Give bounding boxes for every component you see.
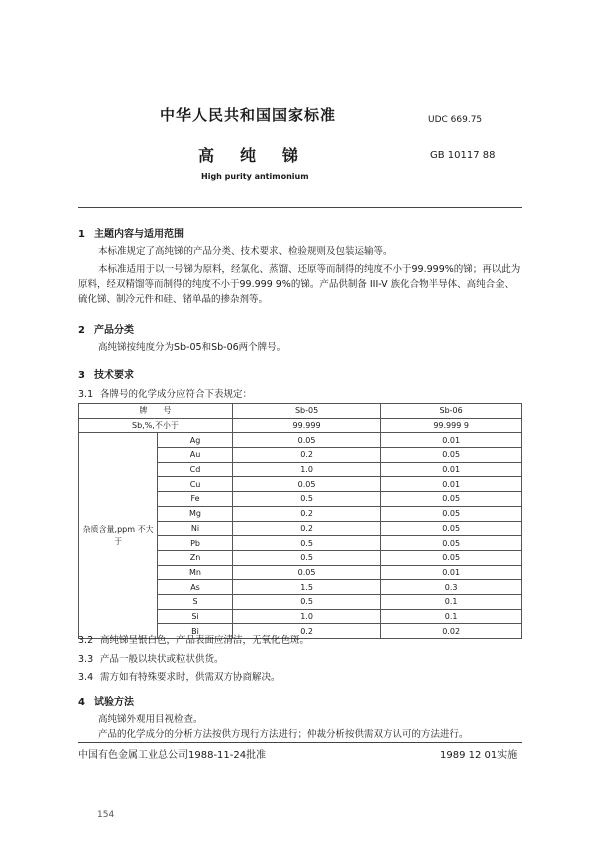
element-cell: Zn — [158, 550, 233, 565]
grade-2-value-cell: 0.01 — [381, 477, 522, 492]
purity-label-cell: Sb,%,不小于 — [79, 418, 233, 433]
purity-row — [79, 418, 522, 433]
element-cell: S — [158, 594, 233, 609]
grade-2-value-cell: 0.02 — [381, 624, 522, 639]
section-4-paragraph-2: 产品的化学成分的分析方法按供方现行方法进行；仲裁分析按供需双方认可的方法进行。 — [98, 729, 469, 740]
clause-text: 需方如有特殊要求时，供需双方协商解决。 — [100, 672, 281, 683]
section-1-heading — [78, 225, 184, 240]
grade-2-value-cell: 0.3 — [381, 580, 522, 595]
grade-header-cell: 牌 号 — [79, 404, 233, 419]
section-title: 试验方法 — [94, 697, 134, 708]
clause-number: 3.4 — [78, 672, 94, 683]
udc-code: UDC 669.75 — [428, 115, 483, 125]
footer-divider — [78, 742, 522, 743]
clause-3-4 — [78, 669, 281, 683]
approval-note: 中国有色金属工业总公司1988-11-24批准 — [78, 750, 267, 761]
grade-1-value-cell: 0.5 — [232, 492, 380, 507]
grade-2-value-cell: 0.05 — [381, 506, 522, 521]
section-number: 1 — [78, 229, 85, 240]
section-3-heading — [78, 366, 134, 381]
grade-2-value-cell: 0.1 — [381, 594, 522, 609]
clause-3-1 — [78, 386, 252, 400]
grade-2-value-cell: 0.05 — [381, 550, 522, 565]
chemical-composition-table — [78, 403, 522, 639]
purity-1-cell: 99.999 — [232, 418, 380, 433]
element-cell: Ag — [158, 433, 233, 448]
element-cell: Cu — [158, 477, 233, 492]
section-2-heading — [78, 321, 134, 336]
clause-number: 3.3 — [78, 654, 94, 665]
section-4-heading — [78, 693, 134, 708]
standard-title: 中华人民共和国国家标准 — [160, 106, 337, 124]
impurity-row — [79, 433, 522, 448]
clause-3-2 — [78, 632, 309, 646]
clause-number: 3.2 — [78, 635, 94, 646]
grade-2-value-cell: 0.05 — [381, 492, 522, 507]
clause-text: 产品一般以块状或粒状供货。 — [100, 654, 224, 665]
page-number: 154 — [97, 810, 115, 820]
section-2-paragraph: 高纯锑按纯度分为Sb-05和Sb-06两个牌号。 — [98, 342, 287, 353]
title-char: 高 — [198, 146, 216, 165]
element-cell: Bi — [158, 624, 233, 639]
grade-1-value-cell: 0.05 — [232, 433, 380, 448]
grade-1-value-cell: 0.2 — [232, 521, 380, 536]
grade-1-cell: Sb-05 — [232, 404, 380, 419]
gb-code: GB 10117 88 — [430, 150, 496, 161]
section-number: 4 — [78, 697, 85, 708]
english-title: High purity antimonium — [201, 172, 309, 181]
effective-date: 1989 12 01实施 — [440, 750, 518, 761]
grade-2-value-cell: 0.05 — [381, 536, 522, 551]
grade-1-value-cell: 1.0 — [232, 462, 380, 477]
grade-2-value-cell: 0.01 — [381, 462, 522, 477]
document-title — [198, 143, 324, 166]
grade-1-value-cell: 0.05 — [232, 477, 380, 492]
clause-text: 各牌号的化学成分应符合下表规定： — [100, 389, 253, 400]
table-header-row — [79, 404, 522, 419]
impurity-label-cell: 杂质含量,ppm 不大于 — [79, 433, 158, 639]
element-cell: Au — [158, 448, 233, 463]
grade-2-value-cell: 0.01 — [381, 565, 522, 580]
clause-text: 高纯锑呈银白色，产品表面应清洁，无氧化色斑。 — [100, 635, 310, 646]
title-char: 纯 — [240, 146, 258, 165]
element-cell: Mg — [158, 506, 233, 521]
element-cell: Ni — [158, 521, 233, 536]
purity-2-cell: 99.999 9 — [381, 418, 522, 433]
header-divider — [78, 207, 522, 208]
element-cell: Cd — [158, 462, 233, 477]
clause-number: 3.1 — [78, 389, 94, 400]
grade-1-value-cell: 0.5 — [232, 550, 380, 565]
section-number: 3 — [78, 370, 85, 381]
grade-1-value-cell: 1.0 — [232, 609, 380, 624]
grade-1-value-cell: 0.2 — [232, 448, 380, 463]
element-cell: Pb — [158, 536, 233, 551]
grade-1-value-cell: 0.2 — [232, 506, 380, 521]
grade-2-value-cell: 0.05 — [381, 448, 522, 463]
element-cell: Mn — [158, 565, 233, 580]
section-title: 主题内容与适用范围 — [94, 229, 184, 240]
grade-1-value-cell: 0.2 — [232, 624, 380, 639]
section-4-paragraph-1: 高纯锑外观用目视检查。 — [98, 714, 203, 725]
grade-2-value-cell: 0.05 — [381, 521, 522, 536]
section-1-paragraph-2: 本标准适用于以一号锑为原料，经氯化、蒸馏、还原等而制得的纯度不小于99.999%的锑；再以此为原料，经双精馏等而制得的纯度不小于99.999 9%的锑。产品供制备 III-V 族化合物半导体、高纯合金、硫化锑、制冷元件和硅、锗单晶的掺杂剂等。 — [78, 264, 521, 305]
grade-2-value-cell: 0.01 — [381, 433, 522, 448]
grade-1-value-cell: 0.5 — [232, 536, 380, 551]
section-number: 2 — [78, 325, 85, 336]
grade-2-cell: Sb-06 — [381, 404, 522, 419]
grade-1-value-cell: 1.5 — [232, 580, 380, 595]
element-cell: Si — [158, 609, 233, 624]
grade-1-value-cell: 0.5 — [232, 594, 380, 609]
grade-2-value-cell: 0.1 — [381, 609, 522, 624]
element-cell: As — [158, 580, 233, 595]
section-1-paragraph-1: 本标准规定了高纯锑的产品分类、技术要求、检验规则及包装运输等。 — [98, 246, 393, 257]
section-title: 产品分类 — [94, 325, 134, 336]
title-char: 锑 — [282, 146, 300, 165]
element-cell: Fe — [158, 492, 233, 507]
grade-1-value-cell: 0.05 — [232, 565, 380, 580]
section-title: 技术要求 — [94, 370, 134, 381]
clause-3-3 — [78, 651, 224, 665]
